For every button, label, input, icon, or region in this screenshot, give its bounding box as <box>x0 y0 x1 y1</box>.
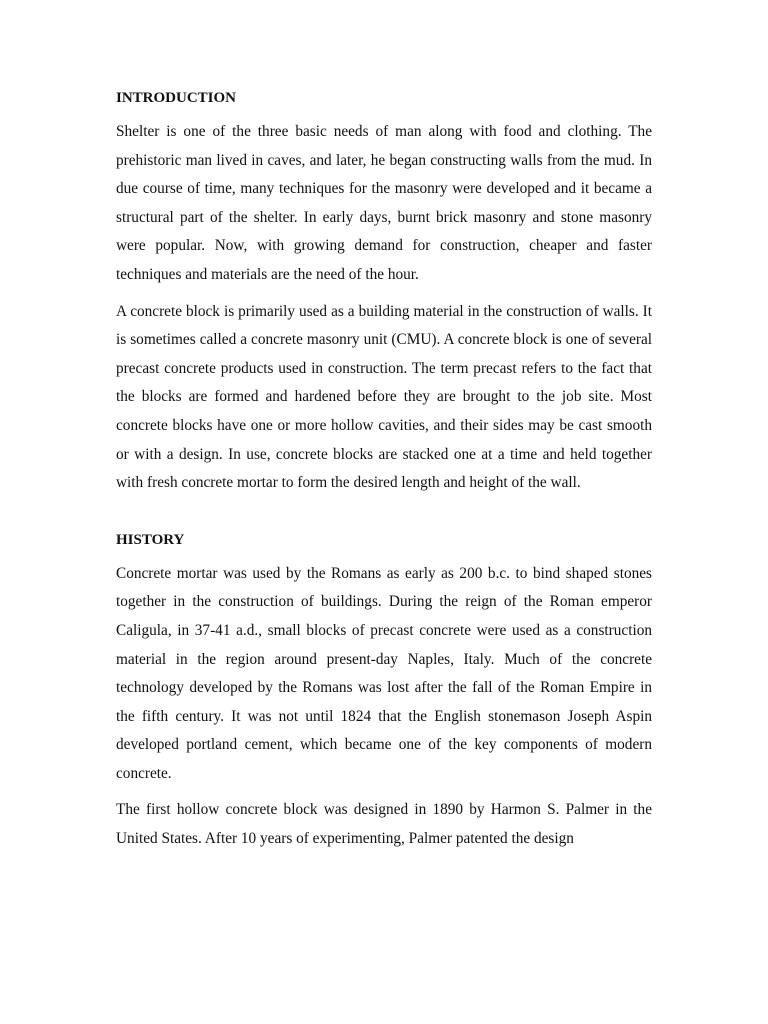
paragraph: Shelter is one of the three basic needs of man along with food and clothing. The prehistoric man lived in caves, and later, he began constructing walls from the mud. In due course of time, many techniques for the masonry were developed and it became a structural part of the shelter. In early days, burnt brick masonry and stone masonry were popular. Now, with growing demand for construction, cheaper and faster techniques and materials are the need of the hour. <box>116 123 652 283</box>
paragraph: Concrete mortar was used by the Romans as early as 200 b.c. to bind shaped stones together in the construction of buildings. During the reign of the Roman emperor Caligula, in 37-41 a.d., small blocks of precast concrete were used as a construction material in the region around present-day Naples, Italy. Much of the concrete technology developed by the Romans was lost after the fall of the Roman Empire in the fifth century. It was not until 1824 that the English stonemason Joseph Aspin developed portland cement, which became one of the key components of modern concrete. <box>116 564 652 782</box>
paragraph: A concrete block is primarily used as a building material in the construction of walls. It is sometimes called a concrete masonry unit (CMU). A concrete block is one of several precast concrete products used in construction. The term precast refers to the fact that the blocks are formed and hardened before they are brought to the job site. Most concrete blocks have one or more hollow cavities, and their sides may be cast smooth or with a design. In use, concrete blocks are stacked one at a time and held together with fresh concrete mortar to form the desired length and height of the wall. <box>116 302 652 492</box>
document-body <box>116 84 652 862</box>
history-section <box>116 526 652 854</box>
section-spacer <box>116 506 652 526</box>
paragraph: The first hollow concrete block was designed in 1890 by Harmon S. Palmer in the United States. After 10 years of experimenting, Palmer patented the design <box>116 801 652 848</box>
section-heading-history: HISTORY <box>116 531 185 548</box>
section-heading-introduction: INTRODUCTION <box>116 90 237 106</box>
introduction-section <box>116 84 652 498</box>
